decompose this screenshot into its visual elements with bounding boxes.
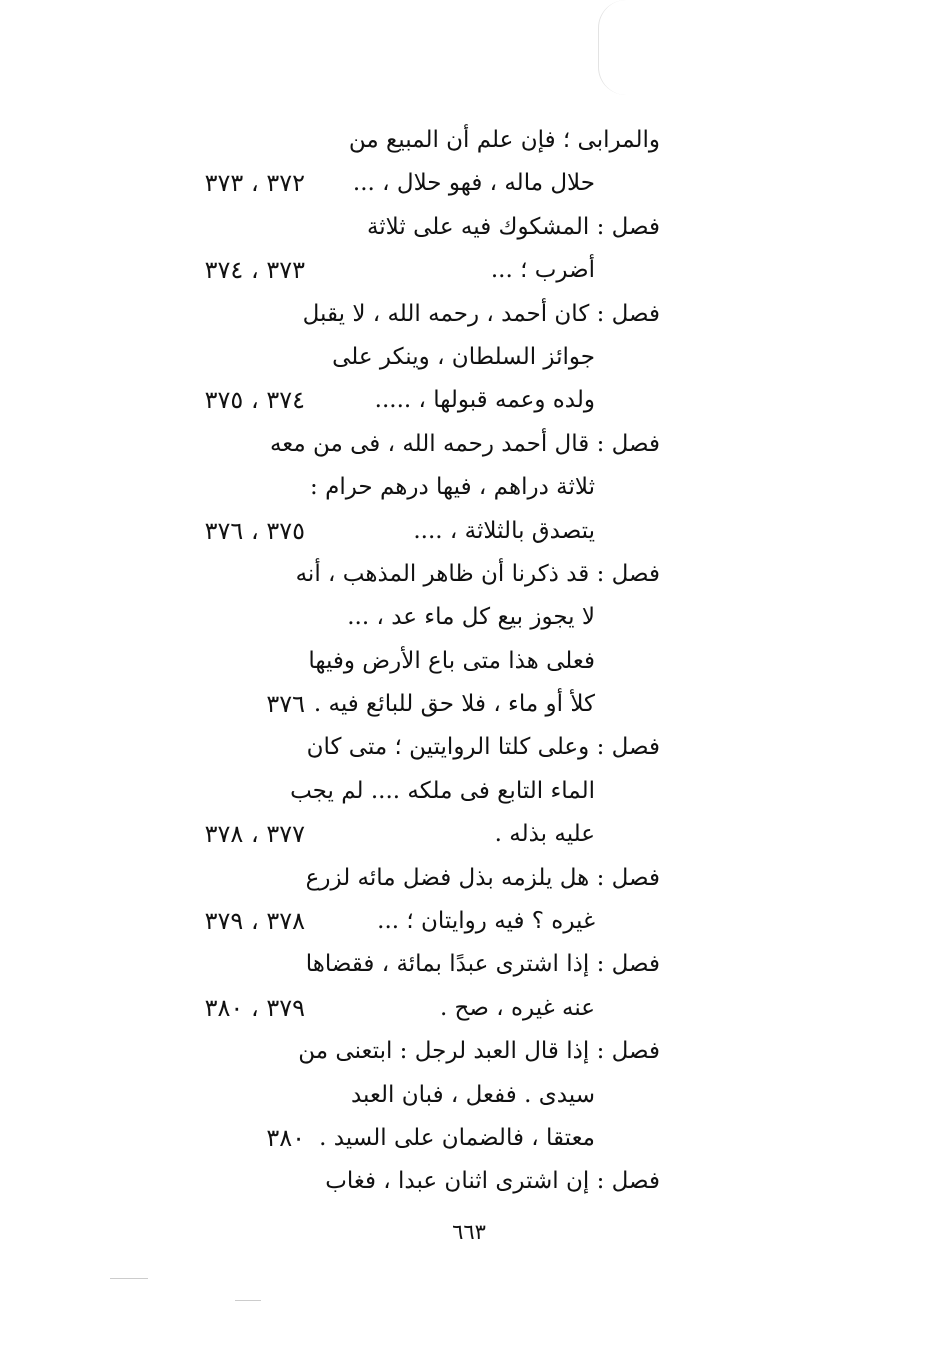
- index-line: [120, 1117, 660, 1160]
- index-line-text: ولده وعمه قبولها ، .....: [374, 387, 595, 414]
- index-line-text: جوائز السلطان ، وينكر على: [332, 343, 595, 370]
- index-line-text: فعلى هذا متى باع الأرض وفيها: [308, 647, 595, 674]
- index-line: [120, 423, 660, 466]
- index-line: [120, 987, 660, 1030]
- index-line-text: كلأ أو ماء ، فلا حق للبائع فيه .: [313, 691, 595, 718]
- index-line: [120, 1160, 660, 1203]
- index-line-text: معتقا ، فالضمان على السيد .: [319, 1124, 595, 1151]
- index-line: [120, 206, 660, 249]
- index-line-text: عليه بذله .: [494, 821, 595, 848]
- index-line: [120, 813, 660, 856]
- page-references: ٣٧٩ ، ٣٨٠: [204, 993, 305, 1022]
- index-line-text: فصل : المشكوك فيه على ثلاثة: [366, 213, 660, 240]
- index-line-text: فصل : هل يلزمه بذل فضل مائه لزرع: [305, 864, 660, 891]
- index-line-text: فصل : إذا قال العبد لرجل : ابتعنى من: [298, 1038, 660, 1065]
- index-line: [120, 857, 660, 900]
- index-line: [120, 510, 660, 553]
- table-of-contents: [120, 119, 660, 1204]
- index-line-text: فصل : وعلى كلتا الروايتين ؛ متى كان: [306, 734, 660, 761]
- index-line: [120, 336, 660, 379]
- page-references: ٣٨٠: [266, 1123, 305, 1152]
- index-line-text: أضرب ؛ ...: [490, 257, 595, 284]
- page-references: ٣٧٨ ، ٣٧٩: [204, 907, 305, 936]
- index-line: [120, 943, 660, 986]
- index-line-text: غيره ؟ فيه روايتان ؛ ...: [377, 908, 595, 935]
- index-line: [120, 379, 660, 422]
- index-line-text: حلال ماله ، فهو حلال ، ...: [352, 170, 595, 197]
- index-line: [120, 770, 660, 813]
- index-line-text: فصل : قد ذكرنا أن ظاهر المذهب ، أنه: [295, 560, 660, 587]
- page-number: ٦٦٣: [452, 1220, 486, 1244]
- index-line: [120, 726, 660, 769]
- page-references: ٣٧٦: [266, 690, 305, 719]
- index-line-text: فصل : قال أحمد رحمه الله ، فى من معه: [269, 430, 660, 457]
- page-references: ٣٧٥ ، ٣٧٦: [204, 516, 305, 545]
- index-line-text: فصل : إذا اشترى عبدًا بمائة ، فقضاها: [305, 951, 660, 978]
- index-line-text: سيدى . ففعل ، فبان العبد: [350, 1081, 595, 1108]
- index-line-text: ثلاثة دراهم ، فيها درهم حرام :: [310, 474, 595, 501]
- index-line-text: الماء التابع فى ملكه .... لم يجب: [290, 777, 595, 804]
- index-line: [120, 249, 660, 292]
- index-line: [120, 596, 660, 639]
- index-line: [120, 900, 660, 943]
- index-line-text: عنه غيره ، صح .: [439, 994, 595, 1021]
- index-line: [120, 162, 660, 205]
- index-line: [120, 293, 660, 336]
- page-references: ٣٧٣ ، ٣٧٤: [204, 256, 305, 285]
- index-line-text: فصل : كان أحمد ، رحمه الله ، لا يقبل: [302, 300, 660, 327]
- index-line: [120, 1030, 660, 1073]
- page-edge-shadow: [598, 0, 629, 95]
- page-references: ٣٧٧ ، ٣٧٨: [204, 820, 305, 849]
- index-line-text: يتصدق بالثلاثة ، ....: [413, 517, 595, 544]
- index-line: [120, 1074, 660, 1117]
- index-line: [120, 640, 660, 683]
- index-line-text: لا يجوز بيع كل ماء عد ، ...: [347, 604, 595, 631]
- index-line: [120, 553, 660, 596]
- index-line-text: فصل : إن اشترى اثنان عبدا ، فغاب: [325, 1168, 660, 1195]
- index-line: [120, 466, 660, 509]
- index-line: [120, 683, 660, 726]
- index-line-text: والمرابى ؛ فإن علم أن المبيع من: [348, 127, 660, 153]
- page-references: ٣٧٤ ، ٣٧٥: [204, 386, 305, 415]
- page-references: ٣٧٢ ، ٣٧٣: [204, 169, 305, 198]
- scan-speck: [110, 1278, 148, 1279]
- index-line: [120, 119, 660, 162]
- scan-speck: [235, 1300, 261, 1301]
